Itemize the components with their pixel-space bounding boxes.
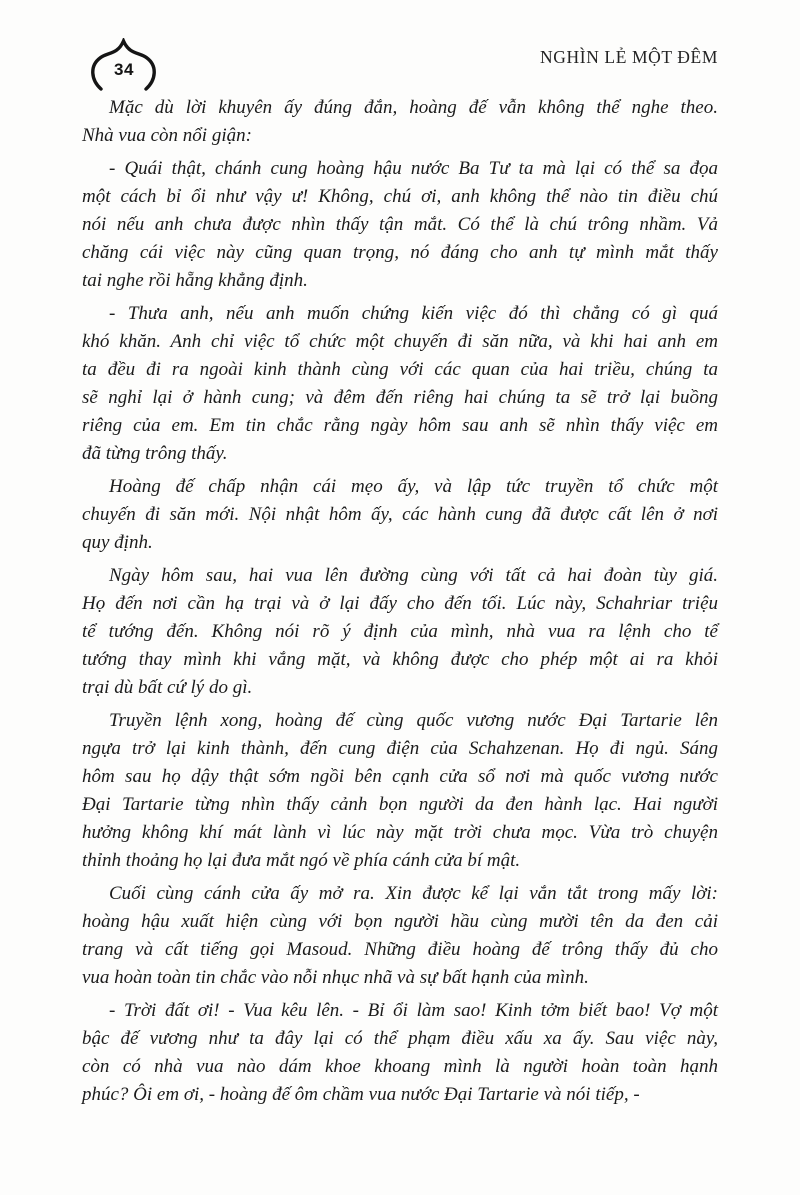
text-line: nói nếu anh chưa được nhìn thấy tận mắt. Có thể là chú trông nhầm. Vả [82,214,718,235]
text-line: một cách bỉ ổi như vậy ư! Không, chú ơi, anh không thể nào tin điều chú [82,186,718,207]
text-line: ngựa trở lại kinh thành, đến cung điện của Schahzenan. Họ đi ngủ. Sáng [82,738,718,759]
text-line: Ngày hôm sau, hai vua lên đường cùng với tất cả hai đoàn tùy giá. [109,565,718,586]
text-line: Nhà vua còn nổi giận: [82,125,252,146]
page-body [82,94,718,1114]
text-line: Hoàng đế chấp nhận cái mẹo ấy, và lập tức truyền tổ chức một [109,476,718,497]
paragraph-3 [82,300,718,468]
text-line: tể tướng đến. Không nói rõ ý định của mình, nhà vua ra lệnh cho tể [82,621,718,642]
text-line: quy định. [82,532,153,553]
paragraph-8 [82,997,718,1109]
text-line: vua hoàn toàn tin chắc vào nỗi nhục nhã và sự bất hạnh của mình. [82,967,589,988]
text-line: - Trời đất ơi! - Vua kêu lên. - Bỉ ổi làm sao! Kinh tởm biết bao! Vợ một [109,1000,718,1021]
running-header-title: NGHÌN LẺ MỘT ĐÊM [540,47,718,67]
text-line: Cuối cùng cánh cửa ấy mở ra. Xin được kể lại vắn tắt trong mấy lời: [109,883,718,904]
text-line: thỉnh thoảng họ lại đưa mắt ngó về phía cánh cửa bí mật. [82,850,521,871]
text-line: Truyền lệnh xong, hoàng đế cùng quốc vương nước Đại Tartarie lên [109,710,718,731]
paragraph-6 [82,707,718,875]
text-line: Họ đến nơi cần hạ trại và ở lại đấy cho đến tối. Lúc này, Schahriar triệu [82,593,718,614]
paragraph-2 [82,155,718,295]
page-number: 34 [114,60,134,80]
text-line: hoàng hậu xuất hiện cùng với bọn người hầu cùng mười tên da đen cải [82,911,718,932]
text-line: tướng thay mình khi vắng mặt, và không được cho phép một ai ra khỏi [82,649,718,670]
text-line: tai nghe rồi hẵng khẳng định. [82,270,308,291]
text-line: còn có nhà vua nào dám khoe khoang mình là người hoàn toàn hạnh [82,1056,718,1077]
text-line: trại dù bất cứ lý do gì. [82,677,253,698]
text-line: riêng của em. Em tin chắc rằng ngày hôm sau anh sẽ nhìn thấy việc em [82,415,718,436]
paragraph-7 [82,880,718,992]
page-number-ornament [88,38,160,94]
text-line: hưởng không khí mát lành vì lúc này mặt trời chưa mọc. Vừa trò chuyện [82,822,718,843]
text-line: ta đều đi ra ngoài kinh thành cùng với các quan của hai triều, chúng ta [82,359,718,380]
paragraph-4 [82,473,718,557]
page-header [84,38,718,94]
text-line: bậc đế vương như ta đây lại có thể phạm điều xấu xa ấy. Sau việc này, [82,1028,718,1049]
text-line: sẽ nghỉ lại ở hành cung; và đêm đến riêng hai chúng ta sẽ trở lại buồng [82,387,718,408]
paragraph-5 [82,562,718,702]
text-line: trang và cất tiếng gọi Masoud. Những điều hoàng đế trông thấy đủ cho [82,939,718,960]
text-line: phúc? Ôi em ơi, - hoàng đế ôm chầm vua nước Đại Tartarie và nói tiếp, - [82,1084,640,1105]
text-line: Đại Tartarie từng nhìn thấy cảnh bọn người da đen hành lạc. Hai người [82,794,718,815]
text-line: chuyến đi săn mới. Nội nhật hôm ấy, các hành cung đã được cất lên ở nơi [82,504,718,525]
text-line: - Thưa anh, nếu anh muốn chứng kiến việc đó thì chẳng có gì quá [109,303,718,324]
text-line: khó khăn. Anh chỉ việc tổ chức một chuyến đi săn nữa, và khi hai anh em [82,331,718,352]
text-line: đã từng trông thấy. [82,443,228,464]
text-line: - Quái thật, chánh cung hoàng hậu nước Ba Tư ta mà lại có thể sa đọa [109,158,718,179]
text-line: hôm sau họ dậy thật sớm ngồi bên cạnh cửa sổ nơi mà quốc vương nước [82,766,718,787]
paragraph-1 [82,94,718,150]
text-line: chăng cái việc này cũng quan trọng, nó đáng cho anh tự mình mắt thấy [82,242,718,263]
text-line: Mặc dù lời khuyên ấy đúng đắn, hoàng đế vẫn không thể nghe theo. [109,97,718,118]
